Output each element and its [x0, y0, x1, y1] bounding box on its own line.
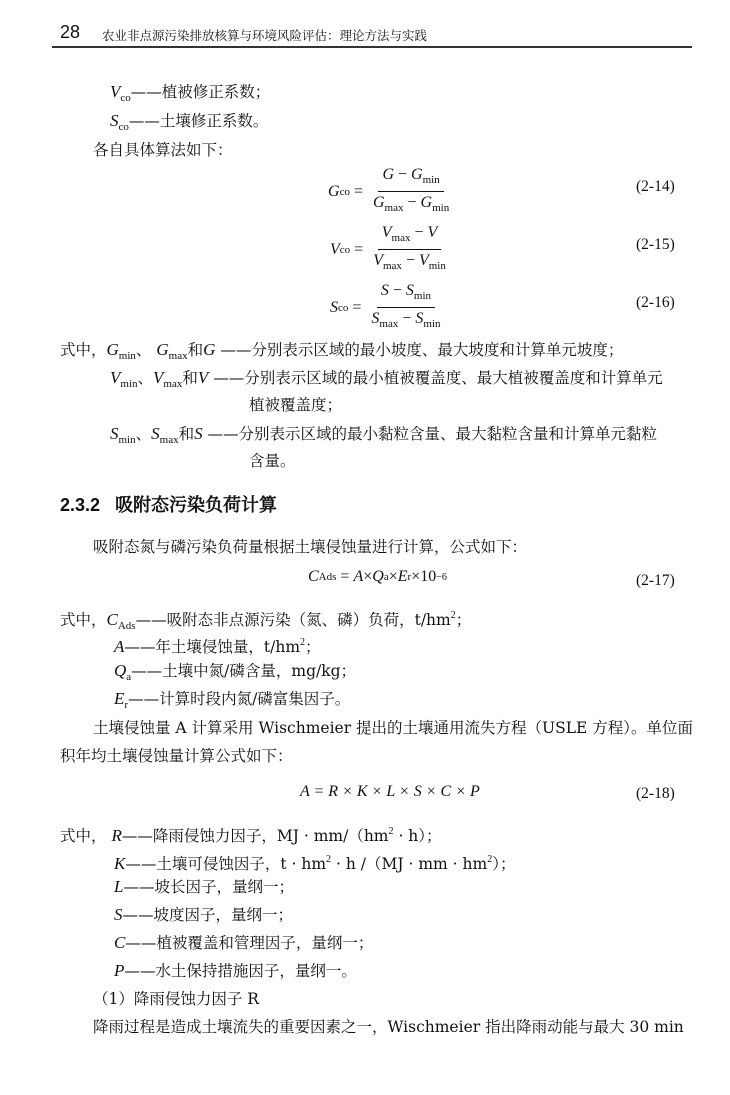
- eq-number-2-17: (2-17): [636, 572, 675, 589]
- page-number: 28: [60, 22, 81, 42]
- equation-2-16: S co = $\frac{S - S_{min}}{S_{max} - S_{min}}$: [330, 282, 441, 330]
- paragraph-2-line-1: 土壤侵蚀量 A 计算采用 Wischmeier 提出的土壤通用流失方程（USLE 方程）。单位面: [93, 719, 694, 737]
- where-l: L——坡长因子，量纲一；: [114, 877, 294, 896]
- eq-number-2-15: (2-15): [636, 236, 675, 253]
- equation-2-15: V co = $\frac{V_{max} - V}{V_{max} - V_{min}}$: [330, 224, 446, 272]
- where-v: $V_{min}$、$V_{max}$和V ——分别表示区域的最小植被覆盖度、最大植被覆盖度和计算单元: [110, 368, 663, 390]
- where-s: $S_{min}$、$S_{max}$和S ——分别表示区域的最小黏粒含量、最大黏粒含量和计算单元黏粒: [110, 424, 658, 446]
- running-header: [0, 0, 730, 48]
- def-vco: $V_{co}——$植被修正系数；: [110, 82, 271, 104]
- where-a: A——年土壤侵蚀量，$t/hm^2$；: [114, 637, 321, 656]
- where-c: C——植被覆盖和管理因子，量纲一；: [114, 933, 374, 952]
- where-er: $E_r——$计算时段内氮/磷富集因子。: [114, 689, 351, 711]
- paragraph-2-line-2: 积年均土壤侵蚀量计算公式如下：: [60, 747, 293, 765]
- def-sco: $S_{co}——$土壤修正系数。: [110, 111, 269, 133]
- eq-number-2-16: (2-16): [636, 294, 675, 311]
- header-rule: [52, 46, 692, 48]
- equation-2-14: G co = $\frac{G - G_{min}}{G_{max} - G_{min}}$: [328, 166, 450, 214]
- where-qa: $Q_a——$土壤中氮/磷含量，mg/kg；: [114, 661, 357, 683]
- where-v-cont: 植被覆盖度；: [249, 396, 343, 414]
- where-g: 式中，$G_{min}$、 $G_{max}$和G ——分别表示区域的最小坡度、最大坡度和计算单元坡度；: [60, 340, 624, 362]
- equation-2-17: C Ads = A × Q a × E r × 10 −6: [308, 568, 447, 585]
- running-title: 农业非点源污染排放核算与环境风险评估：理论方法与实践: [102, 29, 428, 43]
- where-r: 式中， R——降雨侵蚀力因子，MJ · $mm/(hm^2 \cdot h)$；: [60, 826, 442, 845]
- where-cads: 式中，$C_{Ads}——$吸附态非点源污染（氮、磷）负荷，$t/hm^2$；: [60, 610, 472, 632]
- where-p: P——水土保持措施因子，量纲一。: [114, 961, 357, 980]
- section-heading: 2.3.2 吸附态污染负荷计算: [60, 495, 278, 515]
- where-k: K——土壤可侵蚀因子，$t \cdot hm^2 \cdot h$ /（MJ · mm · $hm^2$）；: [114, 854, 516, 873]
- where-s2: S——坡度因子，量纲一；: [114, 905, 294, 924]
- equation-2-18: A = R × K × L × S × C × P: [300, 783, 480, 800]
- formula-intro: 各自具体算法如下：: [93, 141, 233, 159]
- eq-number-2-18: (2-18): [636, 785, 675, 802]
- paragraph-3: 降雨过程是造成土壤流失的重要因素之一，Wischmeier 指出降雨动能与最大 30 min: [93, 1018, 684, 1036]
- subheading-rainfall: （1）降雨侵蚀力因子 R: [93, 990, 259, 1008]
- eq-number-2-14: (2-14): [636, 178, 675, 195]
- where-s-cont: 含量。: [249, 452, 296, 470]
- paragraph-1: 吸附态氮与磷污染负荷量根据土壤侵蚀量进行计算，公式如下：: [93, 538, 528, 556]
